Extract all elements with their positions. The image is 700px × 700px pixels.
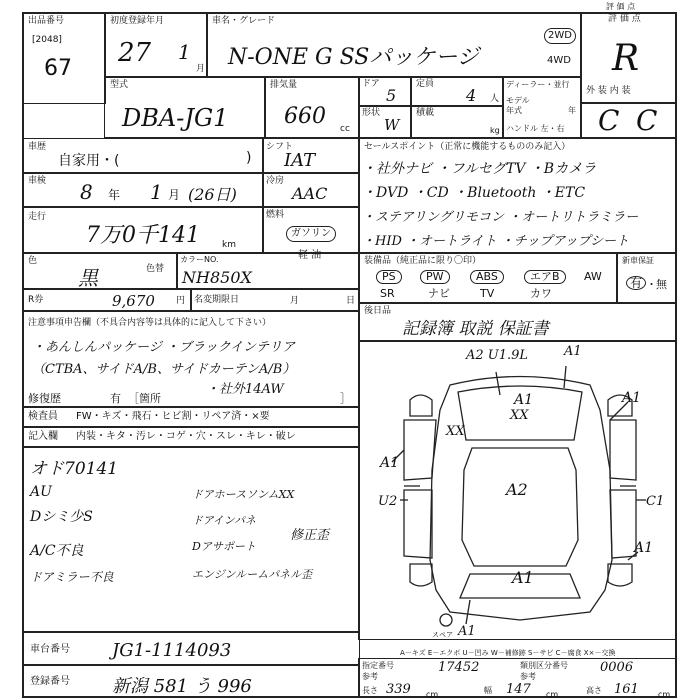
color-label: 色 [28, 256, 38, 266]
plate-value: 新潟 581 う 996 [112, 676, 252, 697]
model-label: 型式 [110, 80, 129, 90]
fuel-label: 燃料 [266, 210, 285, 220]
color-code-label: 色替 [146, 264, 165, 274]
diagram-mark-2: XX [510, 408, 529, 423]
displacement-label: 排気量 [270, 80, 298, 90]
mileage-unit: km [222, 240, 236, 250]
recycle-deadline-label: 名変期限日 [194, 295, 240, 305]
memo-mid-side: 修正歪 [290, 528, 330, 543]
memo-left-2: AU [30, 484, 52, 500]
equip-leather: カワ [530, 287, 552, 300]
warranty-dot: ・ [646, 278, 657, 291]
dims-height-value: 161 [614, 682, 639, 697]
memo-mid-1: ドアホースソンムXX [192, 488, 295, 501]
chassis-label: 車台番号 [30, 644, 70, 655]
dims-width-label: 幅 [484, 686, 492, 695]
notes-line-1: ・あんしんパッケージ ・ブラックインテリア [32, 340, 295, 355]
memo-left-1: オド70141 [30, 459, 119, 479]
recycle-unit: 円 [176, 296, 186, 306]
diagram-top-right: A1 [564, 344, 582, 359]
diagram-mark-11: A1 [458, 624, 476, 639]
sales-point-line-1: ・社外ナビ ・フルセグTV ・Bカメラ [362, 161, 597, 177]
plate-label: 登録番号 [30, 676, 70, 687]
dealer-l1: ディーラー・並行 [506, 80, 570, 89]
warranty-yes: 有 [626, 276, 646, 290]
usage-close: ) [246, 150, 252, 166]
notes-line-3: ・社外14AW [206, 382, 284, 397]
diagram-top-label: A2 U1.9L [466, 348, 529, 363]
memo-left-4: A/C不良 [30, 543, 84, 559]
diagram-mark-5: A1 [380, 455, 400, 471]
recycle-value: 9,670 [112, 292, 155, 310]
dims-designated-value: 17452 [438, 660, 480, 675]
dims-unit-2: cm [546, 690, 559, 699]
shift-label: シフト [266, 142, 294, 152]
recycle-label: R券 [28, 295, 44, 305]
sales-points-label: セールスポイント（正常に機能するもののみ記入） [364, 142, 571, 152]
int-value: C [636, 104, 658, 137]
recycle-month: 月 [290, 296, 300, 306]
load-unit: kg [490, 126, 500, 135]
model-value: DBA-JG1 [122, 104, 229, 132]
inspector-items: FW・キズ・飛石・ヒビ割・リペア済・×要 [76, 411, 270, 422]
dims-type-value: 0006 [600, 660, 634, 675]
grade-value: R [612, 38, 640, 79]
drive-4wd: 4WD [547, 55, 571, 66]
aircon-label: 冷房 [266, 176, 285, 186]
dealer-l2: モデル [506, 96, 530, 105]
dims-width-value: 147 [506, 682, 531, 697]
dims-height-label: 高さ [586, 686, 602, 695]
equip-tv: TV [480, 287, 495, 300]
equip-ps: PS [376, 270, 402, 284]
diagram-mark-10: A1 [512, 568, 534, 587]
registration-month-unit: 月 [196, 64, 206, 74]
dims-length-value: 339 [386, 682, 411, 697]
grade-label: 評 価 点 [608, 14, 641, 24]
ext-value: C [598, 104, 620, 137]
fuel-gasoline: ガソリン [286, 226, 336, 242]
memo-mid-4: エンジンルームパネル歪 [192, 568, 313, 581]
color-code-value: NH850X [182, 268, 252, 287]
equip-sr: SR [380, 287, 395, 300]
diagram-mark-7: U2 [378, 494, 398, 509]
dealer-l5: ハンドル 左・右 [506, 124, 565, 133]
header-right: 評 価 点 [606, 2, 636, 11]
aircon-value: AAC [292, 184, 328, 203]
color-value: 黒 [78, 266, 98, 290]
dims-ref-2: 参考 [520, 672, 536, 681]
dims-designated: 指定番号 [362, 661, 394, 670]
dims-type-no: 類別区分番号 [520, 661, 568, 670]
diagram-mark-6: A2 [506, 480, 528, 499]
lot-sub: [2048] [32, 35, 62, 45]
capacity-label: 定員 [416, 79, 435, 89]
inspection-m: 月 [168, 188, 181, 202]
inspector-label: 検査員 [28, 411, 58, 422]
dealer-l4: 年 [568, 106, 576, 115]
name-label: 車名・グレード [212, 16, 276, 26]
usage-value: 自家用・( [58, 153, 120, 169]
diagram-mark-1: A1 [514, 392, 534, 408]
shift-value: IAT [284, 150, 316, 171]
load-label: 積載 [416, 108, 435, 118]
documents-label: 後日品 [364, 306, 392, 316]
mileage-label: 走行 [28, 212, 47, 222]
dealer-l3: 年式 [506, 106, 522, 115]
notes-line-2: （CTBA、サイドA/B、サイドカーテンA/B） [32, 362, 296, 377]
mileage-value: 7万0千141 [86, 223, 200, 248]
displacement-value: 660 [284, 104, 326, 129]
recycle-day: 日 [346, 296, 356, 306]
sales-point-line-3: ・ステアリングリモコン ・オートリトラミラー [362, 210, 639, 225]
registration-label: 初度登録年月 [110, 16, 165, 26]
lot-label: 出品番号 [28, 16, 65, 26]
diagram-mark-8: C1 [646, 494, 665, 509]
chassis-value: JG1-1114093 [112, 640, 232, 661]
registration-year: 27 [118, 38, 152, 68]
registration-month: 1 [178, 40, 191, 64]
lot-value: 67 [44, 56, 72, 81]
equipment-label: 装備品（純正品に限り〇印） [364, 256, 482, 266]
inspection-label: 車検 [28, 176, 47, 186]
color-code-label2: カラーNO. [180, 255, 219, 264]
shape-value: W [384, 116, 400, 134]
repair-place: ［箇所 [128, 392, 161, 405]
memo-mid-3: Dアサポート [192, 540, 256, 553]
documents-value: 記録簿 取説 保証書 [402, 319, 549, 339]
capacity-unit: 人 [490, 94, 500, 104]
capacity-value: 4 [466, 86, 477, 105]
new-warranty-label: 新車保証 [622, 256, 654, 265]
equip-abs: ABS [470, 270, 504, 284]
dims-ref-1: 参考 [362, 672, 378, 681]
memo-left-3: Dシミ少S [30, 509, 93, 525]
inspection-month: 1 [150, 180, 163, 204]
sales-point-line-2: ・DVD ・CD ・Bluetooth ・ETC [362, 185, 586, 201]
doors-label: ドア [362, 79, 380, 89]
spare-label: スペア [432, 631, 453, 639]
name-value: N-ONE G SSパッケージ [228, 45, 479, 70]
diagram-mark-4: A1 [622, 390, 642, 406]
equip-navi: ナビ [428, 287, 450, 300]
dims-unit-3: cm [658, 690, 671, 699]
entry-items: 内装・キタ・汚レ・コゲ・穴・スレ・キレ・破レ [76, 431, 296, 442]
equip-pw: PW [420, 270, 450, 284]
drive-2wd: 2WD [544, 28, 576, 44]
dims-length-label: 長さ [362, 686, 378, 695]
usage-label: 車歴 [28, 142, 47, 152]
repair-label: 修復歴 [28, 392, 61, 405]
warranty-no: 無 [656, 278, 667, 291]
equip-airbag: エアB [524, 270, 566, 284]
diagram-mark-9: A1 [634, 540, 654, 556]
legend: A－キズ E－エクボ U－凹み W－補修跡 S－サビ C－腐食 X×－交換 [400, 649, 616, 657]
repair-value: 有 [110, 392, 121, 405]
dims-unit-1: cm [426, 690, 439, 699]
diagram-mark-3: XX [446, 424, 465, 439]
inspection-day: (26日) [188, 185, 237, 204]
entry-label: 記入欄 [28, 431, 58, 442]
repair-end: ］ [340, 392, 351, 405]
equip-aw: AW [584, 270, 602, 283]
inspection-y: 年 [108, 188, 121, 202]
fuel-diesel: 軽 油 [298, 250, 322, 261]
shape-label: 形状 [362, 108, 381, 118]
inspection-year: 8 [80, 180, 93, 204]
doors-value: 5 [386, 86, 397, 105]
sales-point-line-4: ・HID ・オートライト ・チップアップシート [362, 234, 629, 249]
ext-int-label: 外 装 内 装 [586, 86, 631, 96]
displacement-unit: cc [340, 124, 350, 134]
memo-mid-2: ドアインパネ [192, 514, 256, 527]
notes-label: 注意事項申告欄（不具合内容等は具体的に記入して下さい） [28, 318, 272, 328]
memo-left-5: ドアミラー不良 [30, 570, 114, 584]
